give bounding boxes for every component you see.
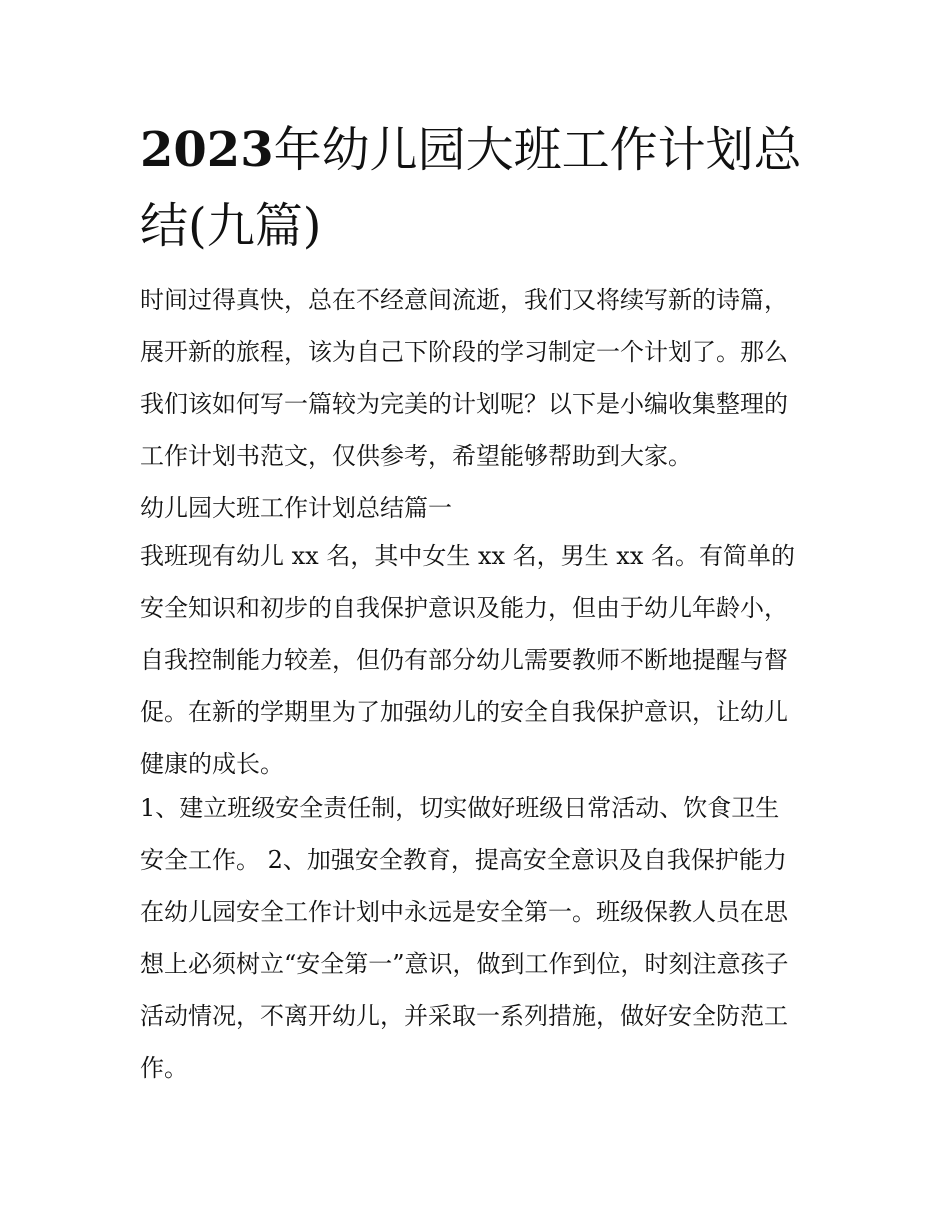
safety-measures-paragraph: [140, 782, 830, 1094]
intro-line: 工作计划书范文，仅供参考，希望能够帮助到大家。: [140, 442, 692, 470]
paragraph-line: 健康的成长。: [140, 750, 284, 778]
document-title: [140, 112, 820, 264]
paragraph-line: 活动情况，不离开幼儿，并采取一系列措施，做好安全防范工: [140, 1002, 788, 1030]
title-line-1: [140, 112, 820, 188]
paragraph-line: 我班现有幼儿 xx 名，其中女生 xx 名，男生 xx 名。有简单的: [140, 542, 795, 570]
paragraph-line: 想上必须树立“安全第一”意识，做到工作到位，时刻注意孩子: [140, 950, 789, 978]
paragraph-line: 安全工作。 2、加强安全教育，提高安全意识及自我保护能力: [140, 846, 787, 874]
paragraph-line: 促。在新的学期里为了加强幼儿的安全自我保护意识，让幼儿: [140, 698, 788, 726]
paragraph-line: 在幼儿园安全工作计划中永远是安全第一。班级保教人员在思: [140, 898, 788, 926]
title-year: 2023: [140, 122, 274, 178]
section-heading: [140, 482, 830, 534]
title-line-2: 结(九篇): [140, 198, 322, 254]
paragraph-line: 作。: [140, 1054, 188, 1082]
title-line-1-text: 年幼儿园大班工作计划总: [273, 122, 802, 178]
paragraph-line: 自我控制能力较差，但仍有部分幼儿需要教师不断地提醒与督: [140, 646, 788, 674]
paragraph-line: 安全知识和初步的自我保护意识及能力，但由于幼儿年龄小，: [140, 594, 788, 622]
intro-line: 时间过得真快，总在不经意间流逝，我们又将续写新的诗篇，: [140, 286, 788, 314]
intro-line: 展开新的旅程，该为自己下阶段的学习制定一个计划了。那么: [140, 338, 788, 366]
intro-paragraph: [140, 274, 830, 482]
paragraph-line: 1、建立班级安全责任制，切实做好班级日常活动、饮食卫生: [140, 794, 780, 822]
section-heading-text: 幼儿园大班工作计划总结篇一: [140, 494, 452, 522]
intro-line: 我们该如何写一篇较为完美的计划呢？以下是小编收集整理的: [140, 390, 788, 418]
class-overview-paragraph: [140, 530, 830, 790]
